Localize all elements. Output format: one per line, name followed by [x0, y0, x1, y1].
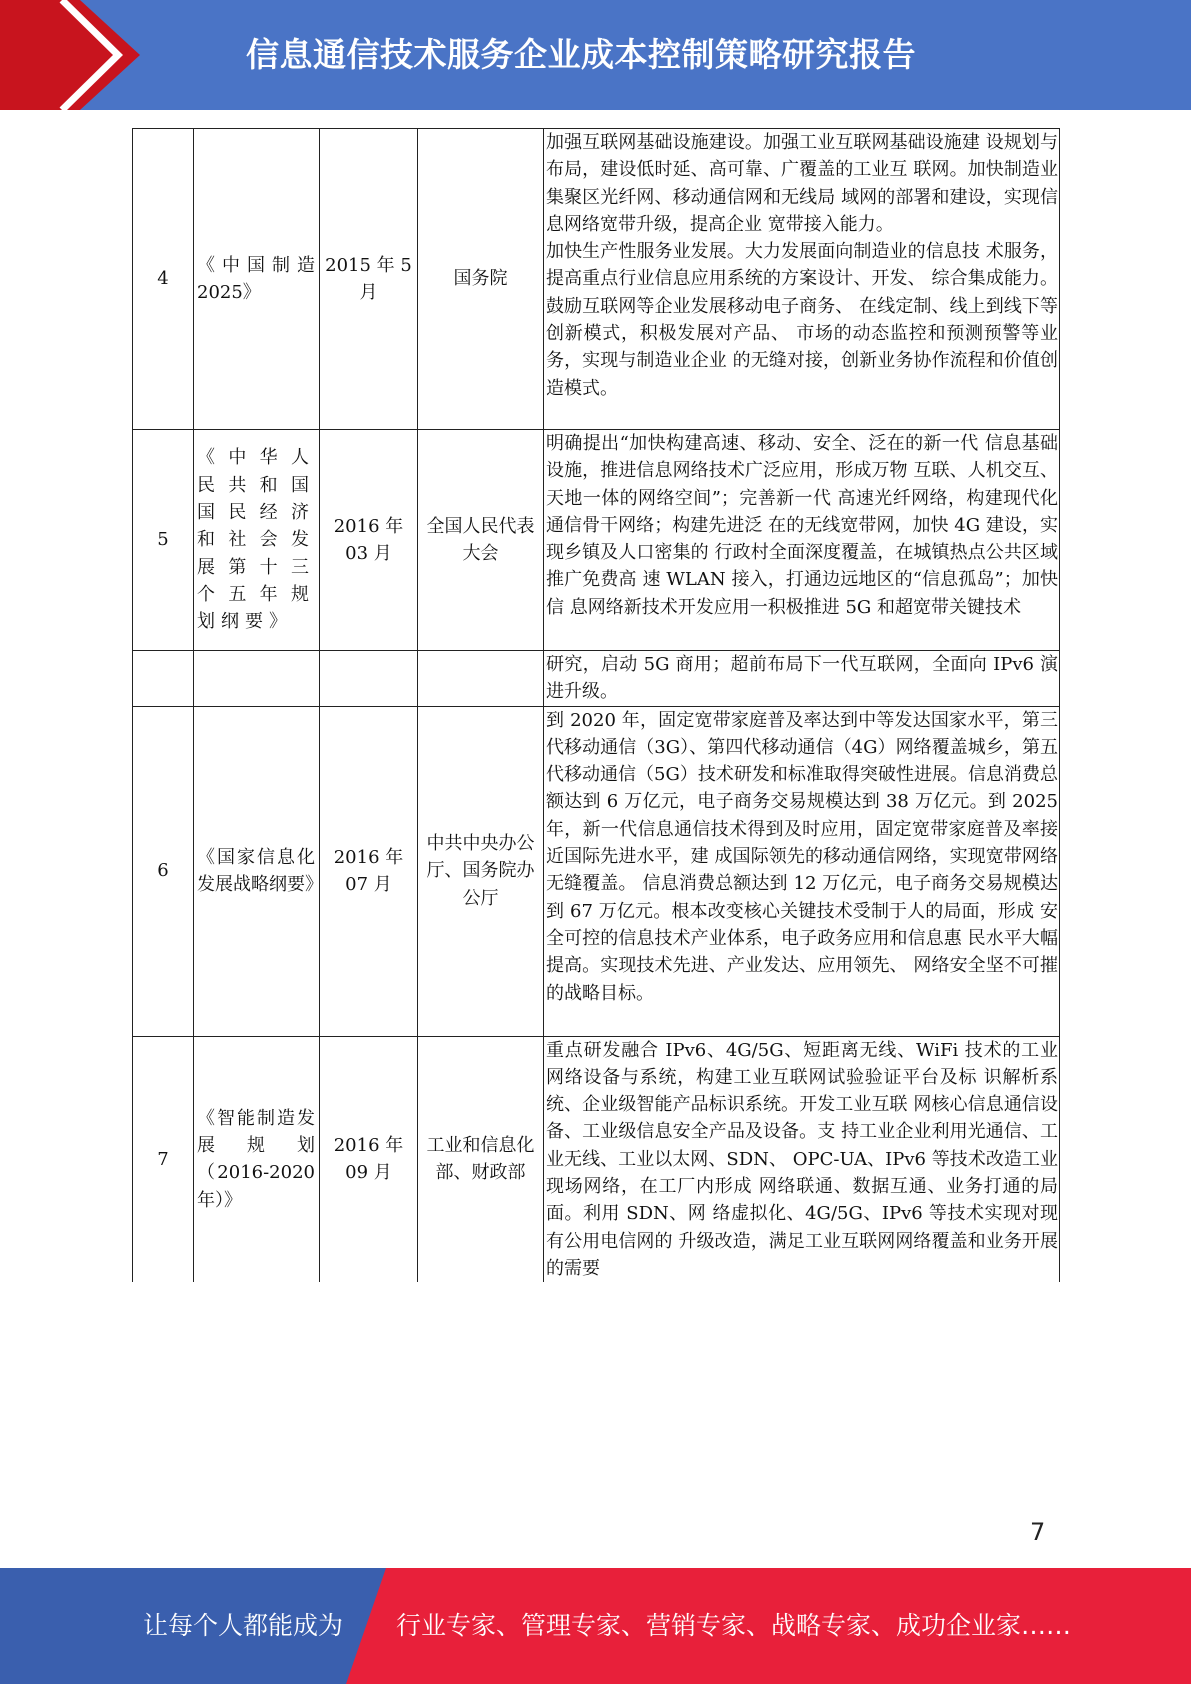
content-paragraph: 重点研发融合 IPv6、4G/5G、短距离无线、WiFi 技术的工业网络设备与系统，构建工业互联网试验验证平台及标 识解析系统、企业级智能产品标识系统。开发工业互联 网核心信息通信设备、工业级信息安全产品及设备。支 持工业企业利用光通信、工业无线、工业以太网、SDN、 OPC-UA、IPv6 等技术改造工业现场网络，在工厂内形成 网络联通、数据互通、业务打通的局面。利用 SDN、网 络虚拟化、4G/5G、IPv6 等技术实现对现有公用电信网的 升级改造，满足工业互联网网络覆盖和业务开展的需要 — [546, 1039, 1058, 1279]
issue-date — [320, 651, 418, 707]
policy-title: 《中华人民共和国国民经济和社会发展第十三个五年规划纲要》 — [194, 430, 320, 651]
issue-date: 2016 年 03 月 — [320, 430, 418, 651]
footer-slogan-right: 行业专家、管理专家、营销专家、战略专家、成功企业家…… — [396, 1611, 1072, 1640]
issuing-body: 工业和信息化部、财政部 — [418, 1036, 544, 1282]
issue-date: 2015 年 5 月 — [320, 129, 418, 430]
issuing-body: 国务院 — [418, 129, 544, 430]
table-row — [133, 706, 1060, 1036]
page-title: 信息通信技术服务企业成本控制策略研究报告 — [246, 35, 916, 74]
issue-date: 2016 年 09 月 — [320, 1036, 418, 1282]
footer-slogan-left: 让每个人都能成为 — [143, 1611, 344, 1640]
page-number: 7 — [1030, 1518, 1046, 1546]
policy-title: 《国家信息化发展战略纲要》 — [194, 706, 320, 1036]
content-paragraph: 明确提出“加快构建高速、移动、安全、泛在的新一代 信息基础设施，推进信息网络技术广泛应用，形成万物 互联、人机交互、天地一体的网络空间”；完善新一代 高速光纤网络，构建现代化通信骨干网络；构建先进泛 在的无线宽带网，加快 4G 建设，实现乡镇及人口密集的 行政村全面深度覆盖，在城镇热点公共区域推广免费高 速 WLAN 接入，打通边远地区的“信息孤岛”；加快信 息网络新技术开发应用一积极推进 5G 和超宽带关键技术 — [546, 433, 1058, 618]
policy-content — [544, 651, 1060, 707]
table-row — [133, 129, 1060, 430]
row-number — [133, 651, 194, 707]
table-row — [133, 651, 1060, 707]
row-number: 7 — [133, 1036, 194, 1282]
policy-title: 《智能制造发展规划（2016-2020 年）》 — [194, 1036, 320, 1282]
policy-content — [544, 706, 1060, 1036]
table-row — [133, 1036, 1060, 1282]
issuing-body: 全国人民代表大会 — [418, 430, 544, 651]
content-paragraph: 到 2020 年，固定宽带家庭普及率达到中等发达国家水平，第三代移动通信（3G）、第四代移动通信（4G）网络覆盖城乡，第五代移动通信（5G）技术研发和标准取得突破性进展。信息消费总额达到 6 万亿元，电子商务交易规模达到 38 万亿元。到 2025 年，新一代信息通信技术得到及时应用，固定宽带家庭普及率接近国际先进水平，建 成国际领先的移动通信网络，实现宽带网络无缝覆盖。 信息消费总额达到 12 万亿元，电子商务交易规模达到 67 万亿元。根本改变核心关键技术受制于人的局面，形成 安全可控的信息技术产业体系，电子政务应用和信息惠 民水平大幅提高。实现技术先进、产业发达、应用领先、 网络安全坚不可摧的战略目标。 — [546, 709, 1058, 1004]
header-band — [0, 0, 1191, 110]
row-number: 4 — [133, 129, 194, 430]
issuing-body: 中共中央办公厅、国务院办公厅 — [418, 706, 544, 1036]
row-number: 6 — [133, 706, 194, 1036]
policy-content — [544, 1036, 1060, 1282]
policy-title: 《中国制造2025》 — [194, 129, 320, 430]
policy-content — [544, 430, 1060, 651]
content-paragraph: 加快生产性服务业发展。大力发展面向制造业的信息技 术服务，提高重点行业信息应用系统的方案设计、开发、 综合集成能力。鼓励互联网等企业发展移动电子商务、 在线定制、线上到线下等创新模式，积极发展对产品、 市场的动态监控和预测预警等业务，实现与制造业企业 的无缝对接，创新业务协作流程和价值创造模式。 — [546, 241, 1058, 399]
issue-date: 2016 年 07 月 — [320, 706, 418, 1036]
policy-table — [132, 128, 1060, 1282]
policy-title — [194, 651, 320, 707]
row-number: 5 — [133, 430, 194, 651]
table-row — [133, 430, 1060, 651]
chevron-arrow-icon — [0, 0, 160, 110]
content-paragraph: 研究，启动 5G 商用；超前布局下一代互联网，全面向 IPv6 演进升级。 — [546, 654, 1058, 703]
issuing-body — [418, 651, 544, 707]
content-paragraph: 加强互联网基础设施建设。加强工业互联网基础设施建 设规划与布局，建设低时延、高可靠、广覆盖的工业互 联网。加快制造业集聚区光纤网、移动通信网和无线局 域网的部署和建设，实现信息网络宽带升级，提高企业 宽带接入能力。 — [546, 132, 1058, 235]
footer-band — [0, 1568, 1191, 1684]
policy-content — [544, 129, 1060, 430]
